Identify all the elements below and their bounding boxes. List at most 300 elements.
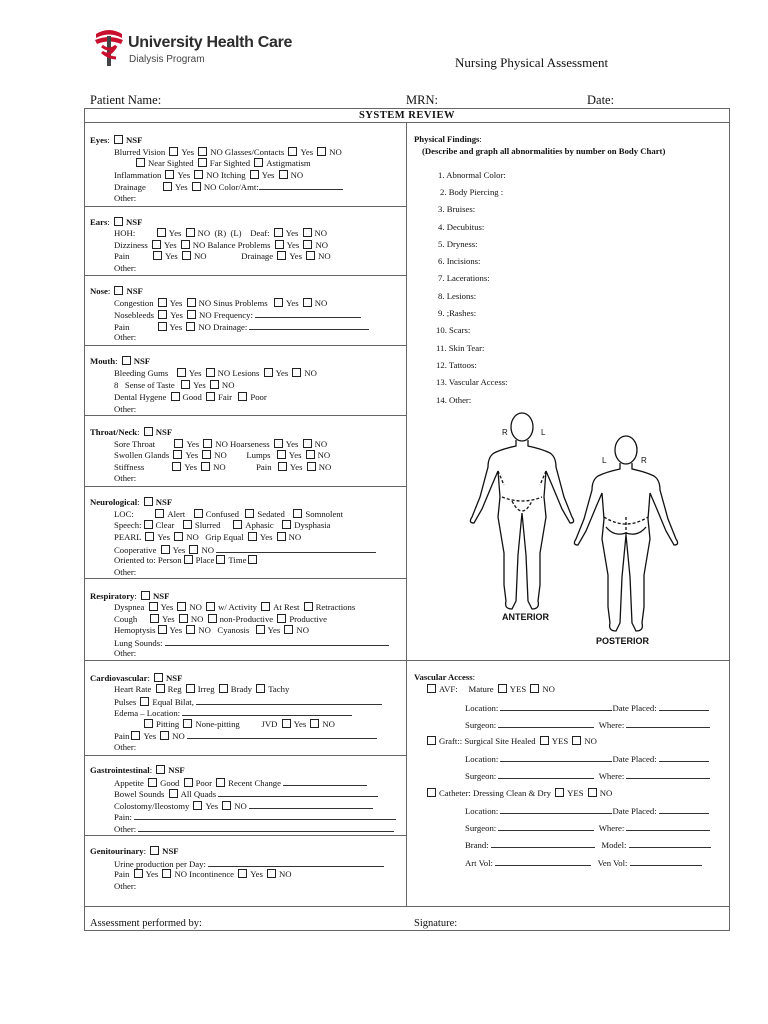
cardio-row-pain xyxy=(114,730,377,742)
eyes-row-sight xyxy=(134,158,311,169)
checkbox[interactable] xyxy=(152,240,161,249)
label: Alert xyxy=(167,509,186,519)
checkbox[interactable] xyxy=(210,380,219,389)
label: Hemoptysis xyxy=(114,625,156,635)
label: Surgeon: xyxy=(465,823,497,833)
urine-field[interactable] xyxy=(208,858,384,867)
label: Retractions xyxy=(315,602,356,612)
label: Ven Vol: xyxy=(597,858,628,868)
no-label: NO xyxy=(304,368,317,378)
date-label: Date: xyxy=(587,93,615,107)
label: Date Placed: xyxy=(612,703,657,713)
label: Color/Amt: xyxy=(218,182,259,192)
bowel-sounds-field[interactable] xyxy=(218,788,378,797)
checkbox[interactable] xyxy=(182,251,191,260)
divider xyxy=(84,275,406,276)
vascular-row-avf-surgeon xyxy=(465,719,710,731)
cardio-row-edema xyxy=(114,707,352,719)
cooperative-field[interactable] xyxy=(216,544,376,553)
checkbox[interactable] xyxy=(555,788,564,797)
checkbox[interactable] xyxy=(303,439,312,448)
checkbox[interactable] xyxy=(177,602,186,611)
checkbox[interactable] xyxy=(179,614,188,623)
checkbox[interactable] xyxy=(233,520,242,529)
label: Dysphasia xyxy=(294,520,331,530)
nose-row-pain xyxy=(114,321,369,333)
no-label: NO xyxy=(317,450,331,460)
checkbox[interactable] xyxy=(202,450,211,459)
gi-pain-field[interactable] xyxy=(134,811,396,820)
eyes-nsf-checkbox[interactable] xyxy=(114,135,123,144)
patient-name-label: Patient Name: xyxy=(90,93,162,107)
avf-checkbox[interactable] xyxy=(427,684,436,693)
gu-nsf-checkbox[interactable] xyxy=(150,846,159,855)
column-divider xyxy=(406,123,407,906)
cardio-title-row: Cardiovascular: NSF xyxy=(90,673,183,683)
nose-title-row: Nose: NSF xyxy=(90,286,143,296)
label: Hoarseness xyxy=(230,439,270,449)
checkbox[interactable] xyxy=(160,731,169,740)
label: Cough xyxy=(114,614,138,624)
checkbox[interactable] xyxy=(277,450,286,459)
yes-label: Yes xyxy=(181,147,195,157)
checkbox[interactable] xyxy=(198,147,207,156)
label: Location: xyxy=(465,703,499,713)
vascular-row-graft-surgeon xyxy=(465,770,710,782)
label: Pain xyxy=(114,731,130,741)
yes-label: Yes xyxy=(177,170,191,180)
label: Fair xyxy=(218,392,233,402)
checkbox[interactable] xyxy=(282,520,291,529)
checkbox[interactable] xyxy=(134,869,143,878)
checkbox[interactable] xyxy=(156,684,165,693)
recent-change-field[interactable] xyxy=(283,777,367,786)
resp-nsf-checkbox[interactable] xyxy=(141,591,150,600)
checkbox[interactable] xyxy=(264,368,273,377)
checkbox[interactable] xyxy=(173,450,182,459)
caduceus-logo-icon xyxy=(92,28,126,68)
neuro-row-loc xyxy=(114,509,343,520)
checkbox[interactable] xyxy=(149,602,158,611)
yes-label: Yes xyxy=(186,439,200,449)
nsf-label: NSF xyxy=(125,217,143,227)
checkbox[interactable] xyxy=(177,368,186,377)
checkbox[interactable] xyxy=(145,532,154,541)
checkbox[interactable] xyxy=(131,731,140,740)
location-field[interactable] xyxy=(500,753,612,762)
finding-item: 10. Scars: xyxy=(436,325,471,335)
nsf-label: NSF xyxy=(155,497,173,507)
checkbox[interactable] xyxy=(181,380,190,389)
checkbox[interactable] xyxy=(158,310,167,319)
checkbox[interactable] xyxy=(157,228,166,237)
neuro-row-speech xyxy=(114,520,330,531)
checkbox[interactable] xyxy=(238,392,247,401)
checkbox[interactable] xyxy=(189,545,198,554)
nose-nsf-checkbox[interactable] xyxy=(114,286,123,295)
where-field[interactable] xyxy=(626,770,710,779)
checkbox[interactable] xyxy=(216,778,225,787)
label: Balance Problems xyxy=(207,240,271,250)
label: Blurred Vision xyxy=(114,147,166,157)
resp-row-cough xyxy=(114,614,327,625)
label: Swollen Glands xyxy=(114,450,170,460)
checkbox[interactable] xyxy=(181,240,190,249)
no-label: NO xyxy=(186,532,199,542)
checkbox[interactable] xyxy=(275,240,284,249)
checkbox[interactable] xyxy=(256,684,265,693)
checkbox[interactable] xyxy=(498,684,507,693)
label: Sore Throat xyxy=(114,439,156,449)
checkbox[interactable] xyxy=(261,602,270,611)
checkbox[interactable] xyxy=(292,368,301,377)
label: At Rest xyxy=(273,602,300,612)
checkbox[interactable] xyxy=(148,778,157,787)
resp-row-dyspnea xyxy=(114,602,355,613)
gi-nsf-checkbox[interactable] xyxy=(156,765,165,774)
checkbox[interactable] xyxy=(193,801,202,810)
label: Drainage xyxy=(114,182,146,192)
checkbox[interactable] xyxy=(284,625,293,634)
checkbox[interactable] xyxy=(192,182,201,191)
pain-field[interactable] xyxy=(187,730,377,739)
label: All Quads xyxy=(180,789,217,799)
checkbox[interactable] xyxy=(162,869,171,878)
label: Tachy xyxy=(268,684,290,694)
checkbox[interactable] xyxy=(206,368,215,377)
mouth-nsf-checkbox[interactable] xyxy=(122,356,131,365)
yes-label: Yes xyxy=(168,228,182,238)
label: Cyanosis xyxy=(217,625,250,635)
date-placed-field[interactable] xyxy=(659,805,709,814)
eyes-title: Eyes xyxy=(90,135,108,145)
cardio-nsf-checkbox[interactable] xyxy=(154,673,163,682)
throat-nsf-checkbox[interactable] xyxy=(144,427,153,436)
label: Lesions xyxy=(232,368,260,378)
yes-label: YES xyxy=(567,788,584,798)
resp-row-lung xyxy=(114,637,389,649)
location-field[interactable] xyxy=(500,702,612,711)
label: Inflammation xyxy=(114,170,162,180)
left-label: (L) xyxy=(230,228,242,238)
label: Itching xyxy=(221,170,246,180)
checkbox[interactable] xyxy=(169,789,178,798)
no-label: NO xyxy=(198,298,212,308)
model-field[interactable] xyxy=(629,839,711,848)
label: w/ Activity xyxy=(218,602,257,612)
colostomy-field[interactable] xyxy=(249,800,373,809)
finding-item: 3. Bruises: xyxy=(438,204,476,214)
checkbox[interactable] xyxy=(194,170,203,179)
checkbox[interactable] xyxy=(278,462,287,471)
checkbox[interactable] xyxy=(282,719,291,728)
checkbox[interactable] xyxy=(306,251,315,260)
no-label: NO xyxy=(279,869,292,879)
label: Stiffness xyxy=(114,462,145,472)
checkbox[interactable] xyxy=(165,170,174,179)
checkbox[interactable] xyxy=(183,719,192,728)
checkbox[interactable] xyxy=(171,392,180,401)
checkbox[interactable] xyxy=(250,170,259,179)
edema-location-field[interactable] xyxy=(182,707,352,716)
divider xyxy=(84,345,406,346)
checkbox[interactable] xyxy=(184,778,193,787)
label: Pain xyxy=(256,462,272,472)
nose-title: Nose xyxy=(90,286,108,296)
label: Where: xyxy=(598,720,625,730)
drainage-field[interactable] xyxy=(249,321,369,330)
checkbox[interactable] xyxy=(144,520,153,529)
checkbox[interactable] xyxy=(153,251,162,260)
checkbox[interactable] xyxy=(194,509,203,518)
label: Glasses/Contacts xyxy=(224,147,285,157)
ears-nsf-checkbox[interactable] xyxy=(114,217,123,226)
yes-label: Yes xyxy=(289,462,303,472)
checkbox[interactable] xyxy=(198,158,207,167)
checkbox[interactable] xyxy=(540,736,549,745)
finding-item: 14. Other: xyxy=(436,395,472,405)
checkbox[interactable] xyxy=(203,439,212,448)
cardio-row-hr xyxy=(114,684,289,695)
yes-label: Yes xyxy=(205,801,219,811)
label: Irreg xyxy=(197,684,215,694)
checkbox[interactable] xyxy=(588,788,597,797)
system-review-title: SYSTEM REVIEW xyxy=(84,108,730,123)
mrn-label: MRN: xyxy=(406,93,438,107)
divider xyxy=(84,578,406,579)
checkbox[interactable] xyxy=(306,450,315,459)
eyes-other: Other: xyxy=(114,193,137,203)
label: Congestion xyxy=(114,298,154,308)
no-label: NO xyxy=(213,462,226,472)
checkbox[interactable] xyxy=(303,228,312,237)
checkbox[interactable] xyxy=(256,625,265,634)
throat-row-swollen xyxy=(114,450,330,461)
checkbox[interactable] xyxy=(206,602,215,611)
art-vol-field[interactable] xyxy=(495,857,591,866)
location-field[interactable] xyxy=(500,805,612,814)
vascular-row-catheter-location xyxy=(465,805,709,817)
posterior-right-label: R xyxy=(641,456,647,465)
surgeon-field[interactable] xyxy=(498,770,594,779)
label: AVF: xyxy=(439,684,458,694)
checkbox[interactable] xyxy=(158,298,167,307)
divider xyxy=(84,415,406,416)
surgeon-field[interactable] xyxy=(498,719,594,728)
brand-field[interactable] xyxy=(491,839,595,848)
checkbox[interactable] xyxy=(208,614,217,623)
ven-vol-field[interactable] xyxy=(630,857,702,866)
checkbox[interactable] xyxy=(248,555,257,564)
label: Good xyxy=(160,778,180,788)
checkbox[interactable] xyxy=(238,869,247,878)
checkbox[interactable] xyxy=(245,509,254,518)
checkbox[interactable] xyxy=(254,158,263,167)
where-field[interactable] xyxy=(626,719,710,728)
checkbox[interactable] xyxy=(155,509,164,518)
yes-label: Yes xyxy=(185,450,199,460)
neuro-title-row: Neurological: NSF xyxy=(90,497,173,507)
checkbox[interactable] xyxy=(274,298,283,307)
physical-findings-title: Physical Findings xyxy=(414,134,480,144)
label: 8 xyxy=(114,380,119,390)
checkbox[interactable] xyxy=(172,462,181,471)
no-label: NO xyxy=(192,240,206,250)
checkbox[interactable] xyxy=(158,625,167,634)
anterior-left-label: L xyxy=(541,428,546,437)
checkbox[interactable] xyxy=(206,392,215,401)
checkbox[interactable] xyxy=(187,310,196,319)
checkbox[interactable] xyxy=(274,228,283,237)
neuro-nsf-checkbox[interactable] xyxy=(144,497,153,506)
checkbox[interactable] xyxy=(187,298,196,307)
checkbox[interactable] xyxy=(174,532,183,541)
date-placed-field[interactable] xyxy=(659,753,709,762)
date-placed-field[interactable] xyxy=(659,702,709,711)
no-label: NO xyxy=(174,869,187,879)
checkbox[interactable] xyxy=(216,555,225,564)
checkbox[interactable] xyxy=(317,147,326,156)
label: Equal Bilat, xyxy=(152,697,194,707)
label: Somnolent xyxy=(305,509,344,519)
label: Where: xyxy=(598,823,625,833)
yes-label: Yes xyxy=(259,532,273,542)
label: Urine production per Day: xyxy=(114,859,206,869)
vascular-row-avf xyxy=(425,684,555,695)
label: Lung Sounds: xyxy=(114,638,163,648)
label: Astigmatism xyxy=(266,158,311,168)
mouth-title-row: Mouth: NSF xyxy=(90,356,151,366)
label: Other: xyxy=(114,824,137,834)
label: Surgeon: xyxy=(465,771,497,781)
checkbox[interactable] xyxy=(277,614,286,623)
gi-other-field[interactable] xyxy=(138,823,394,832)
label: Frequency: xyxy=(213,310,253,320)
label: non-Productive xyxy=(219,614,274,624)
checkbox[interactable] xyxy=(572,736,581,745)
yes-label: Yes xyxy=(170,310,183,320)
eyes-title-row: Eyes: NSF xyxy=(90,135,143,145)
divider xyxy=(84,906,730,907)
finding-item: 12. Tattoos: xyxy=(436,360,477,370)
frequency-field[interactable] xyxy=(255,309,361,318)
checkbox[interactable] xyxy=(174,439,183,448)
graft-checkbox[interactable] xyxy=(427,736,436,745)
label: Cooperative xyxy=(114,545,157,555)
checkbox[interactable] xyxy=(158,322,167,331)
checkbox[interactable] xyxy=(184,555,193,564)
nose-row-congestion xyxy=(114,298,327,309)
document-title: Nursing Physical Assessment xyxy=(455,55,609,70)
yes-label: Yes xyxy=(188,368,202,378)
checkbox[interactable] xyxy=(304,602,313,611)
right-label: (R) xyxy=(214,228,227,238)
body-chart[interactable] xyxy=(462,405,692,650)
signature-label: Signature: xyxy=(414,918,458,929)
yes-label: Yes xyxy=(275,368,289,378)
label: HOH: xyxy=(114,228,136,238)
checkbox[interactable] xyxy=(161,545,170,554)
label: Date Placed: xyxy=(612,754,657,764)
no-label: NO xyxy=(542,684,555,694)
checkbox[interactable] xyxy=(183,520,192,529)
mouth-other: Other: xyxy=(114,404,137,414)
no-label: NO xyxy=(329,147,342,157)
yes-label: Yes xyxy=(285,439,299,449)
divider xyxy=(84,660,730,661)
checkbox[interactable] xyxy=(140,697,149,706)
checkbox[interactable] xyxy=(136,158,145,167)
surgeon-field[interactable] xyxy=(498,822,594,831)
checkbox[interactable] xyxy=(186,322,195,331)
no-label: NO xyxy=(314,439,328,449)
checkbox[interactable] xyxy=(186,684,195,693)
checkbox[interactable] xyxy=(186,625,195,634)
checkbox[interactable] xyxy=(279,170,288,179)
checkbox[interactable] xyxy=(277,532,286,541)
checkbox[interactable] xyxy=(144,719,153,728)
checkbox[interactable] xyxy=(201,462,210,471)
mouth-row-bleeding xyxy=(114,368,317,379)
posterior-body-figure xyxy=(574,436,677,631)
checkbox[interactable] xyxy=(150,614,159,623)
checkbox[interactable] xyxy=(248,532,257,541)
checkbox[interactable] xyxy=(303,298,312,307)
checkbox[interactable] xyxy=(288,147,297,156)
checkbox[interactable] xyxy=(303,240,312,249)
checkbox[interactable] xyxy=(163,182,172,191)
throat-other: Other: xyxy=(114,473,137,483)
divider xyxy=(84,206,406,207)
checkbox[interactable] xyxy=(310,719,319,728)
vascular-row-catheter-surgeon xyxy=(465,822,710,834)
lung-sounds-field[interactable] xyxy=(165,637,389,646)
checkbox[interactable] xyxy=(222,801,231,810)
gu-row-pain xyxy=(114,869,292,880)
nose-other: Other: xyxy=(114,332,137,342)
eyes-row-drainage xyxy=(114,181,343,193)
yes-label: Yes xyxy=(289,251,302,261)
checkbox[interactable] xyxy=(293,509,302,518)
label: Place xyxy=(195,555,215,565)
yes-label: Yes xyxy=(293,719,307,729)
pulses-field[interactable] xyxy=(196,696,382,705)
no-label: NO xyxy=(215,439,228,449)
checkbox[interactable] xyxy=(267,869,276,878)
nsf-label: NSF xyxy=(162,846,179,856)
anterior-right-label: R xyxy=(502,428,508,437)
checkbox[interactable] xyxy=(274,439,283,448)
label: Confused xyxy=(205,509,240,519)
label: Grip Equal xyxy=(205,532,244,542)
where-field[interactable] xyxy=(626,822,710,831)
no-label: NO xyxy=(322,719,335,729)
color-field[interactable] xyxy=(259,181,343,190)
checkbox[interactable] xyxy=(186,228,195,237)
yes-label: Yes xyxy=(145,869,159,879)
label: Poor xyxy=(195,778,212,788)
finding-item: 6. Incisions: xyxy=(438,256,481,266)
checkbox[interactable] xyxy=(530,684,539,693)
vascular-title-row: Vascular Access: xyxy=(414,672,476,682)
catheter-checkbox[interactable] xyxy=(427,788,436,797)
checkbox[interactable] xyxy=(277,251,286,260)
checkbox[interactable] xyxy=(307,462,316,471)
yes-label: Yes xyxy=(250,869,263,879)
checkbox[interactable] xyxy=(219,684,228,693)
checkbox[interactable] xyxy=(169,147,178,156)
no-label: NO xyxy=(172,731,185,741)
